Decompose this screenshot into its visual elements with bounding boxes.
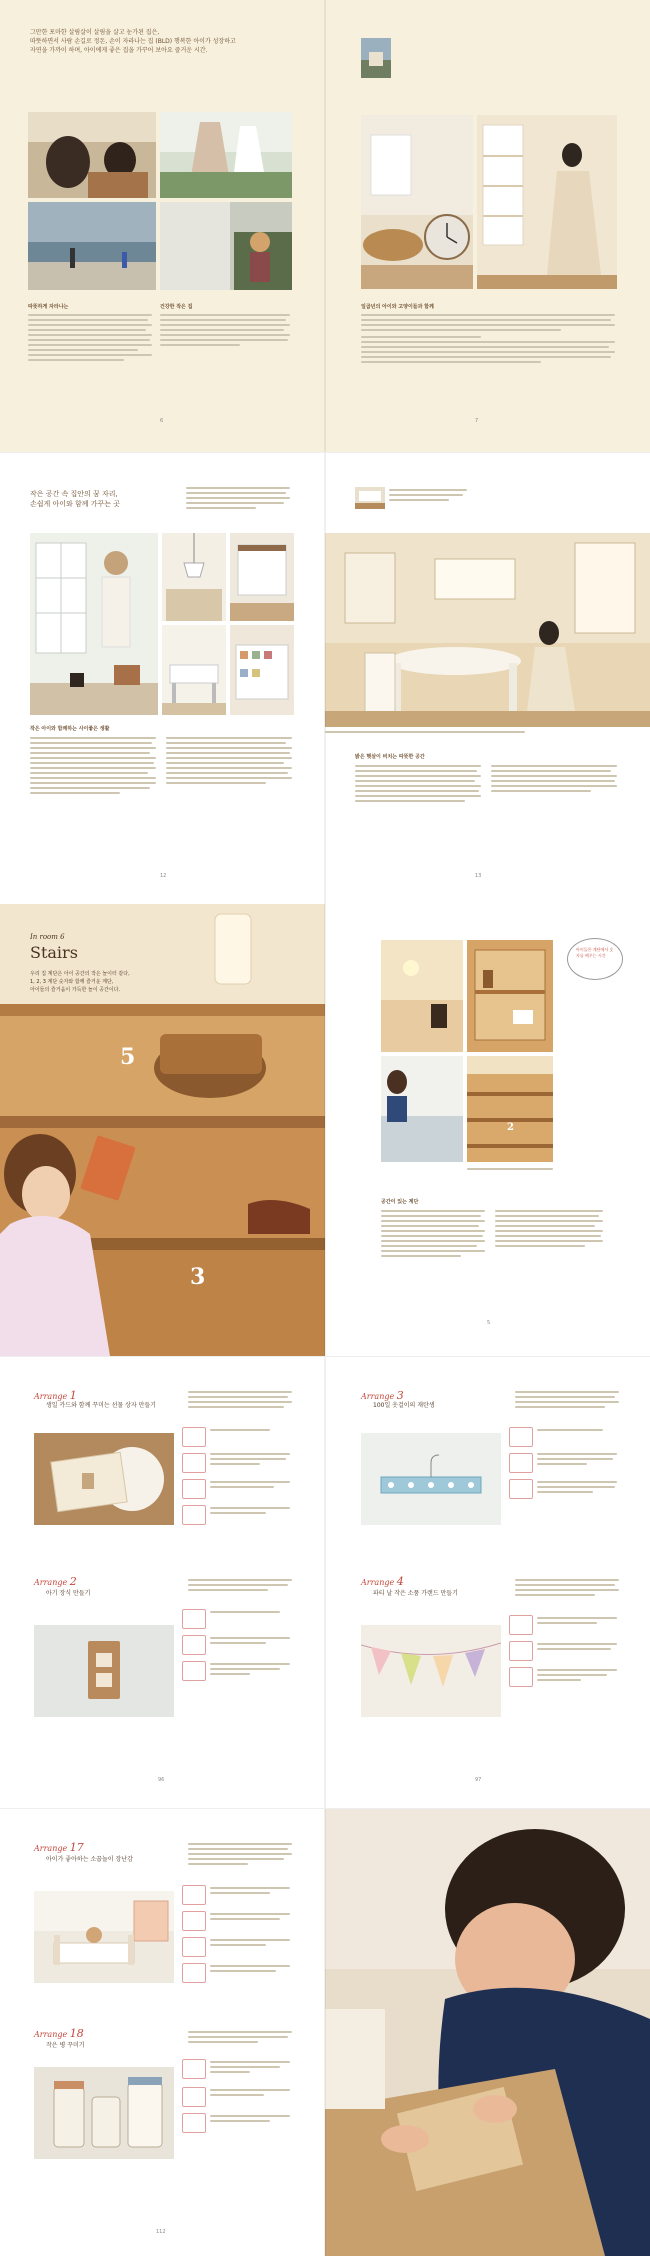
- photo-boy-rail: [381, 1056, 463, 1162]
- spread2-title: 작은 공간 속 집안의 꿈 자리, 손쉽게 아이와 함께 가꾸는 곳: [30, 490, 121, 508]
- body-text-col2: [495, 1210, 605, 1250]
- arrange-3-label: Arrange 3: [361, 1389, 404, 1402]
- page-13: [325, 453, 650, 905]
- photo-bench: [162, 625, 226, 715]
- photo-boy-crafting: [325, 1809, 650, 2256]
- photo-house-small: [361, 38, 391, 78]
- gutter: [324, 453, 326, 905]
- caption-middle: 건강한 작은 집: [160, 304, 193, 310]
- arrange-4-text: [515, 1579, 621, 1599]
- arrange-3-title: 100일 옷걸이의 재탄생: [373, 1402, 435, 1409]
- page-112: [0, 1809, 325, 2256]
- note-bubble: [567, 938, 623, 980]
- body-text-left: [28, 314, 154, 364]
- caption-left: 따뜻하게 자라나는: [28, 304, 69, 310]
- step-illustration: [509, 1667, 533, 1687]
- spread-4: [0, 1356, 650, 1809]
- photo-thumb: [355, 487, 385, 509]
- photo-hall-lamp: [162, 533, 226, 621]
- step-text: [210, 1453, 290, 1468]
- step-illustration: [182, 1963, 206, 1983]
- step-text: [537, 1429, 617, 1434]
- page-number-left: 6: [160, 418, 164, 424]
- photo-stair-bulb: [381, 940, 463, 1052]
- step-number-3: 3: [190, 1264, 206, 1290]
- page-number-left: 112: [156, 2229, 166, 2235]
- step-illustration: [509, 1427, 533, 1447]
- room-desc: 우리 집 계단은 아이 공간의 작은 놀이터 같다, 1, 2, 3 계단 숫자와 함께 즐거운 계단, 아이들의 즐거움이 가득한 놀이 공간이다.: [30, 971, 130, 993]
- caption-right: 공간이 있는 계단: [381, 1199, 419, 1205]
- step-illustration: [509, 1641, 533, 1661]
- photo-garden: [160, 202, 292, 290]
- photo-hanger: [361, 1433, 501, 1525]
- step-number-5: 5: [120, 1044, 136, 1070]
- gutter: [324, 904, 326, 1356]
- gutter: [324, 0, 326, 452]
- step-text: [210, 1637, 290, 1647]
- photo-shelves: [230, 625, 294, 715]
- page-number-right: 13: [475, 873, 482, 879]
- step-illustration: [182, 1609, 206, 1629]
- step-text: [537, 1453, 617, 1468]
- page-6: [0, 0, 325, 452]
- page-stairs-text: [325, 904, 650, 1356]
- step-text: [210, 2061, 290, 2076]
- step-illustration: [509, 1453, 533, 1473]
- photo-laundry-dress: [160, 112, 292, 198]
- arrange-2-text: [188, 1579, 294, 1594]
- step-illustration: [509, 1615, 533, 1635]
- photo-stairs-numbered: [467, 1056, 553, 1162]
- step-illustration: [182, 1635, 206, 1655]
- page-number-left: 12: [160, 873, 167, 879]
- photo-window: [230, 533, 294, 621]
- body-text-col1: [30, 737, 158, 797]
- gutter: [324, 1357, 326, 1809]
- body-text-col1: [381, 1210, 487, 1260]
- page-96: [0, 1357, 325, 1809]
- step-illustration: [182, 1453, 206, 1473]
- step-illustration: [182, 1479, 206, 1499]
- spread-5: [0, 1808, 650, 2256]
- step-text: [210, 2115, 290, 2125]
- page-7: [325, 0, 650, 452]
- step-illustration: [182, 2113, 206, 2133]
- photo-entry-door: [30, 533, 158, 715]
- spread-3: [0, 904, 650, 1356]
- caption-right: 일곱년의 아이와 고양이들과 함께: [361, 304, 434, 310]
- step-text: [537, 1643, 617, 1653]
- bubble-note: 아이들은 계단에서 숫자를 배우는 시간: [576, 947, 614, 958]
- photo-gift-box: [34, 1433, 174, 1525]
- spread-2: [0, 452, 650, 905]
- photo-switch-plate: [34, 1625, 174, 1717]
- step-text: [210, 1965, 290, 1975]
- photo-jars: [34, 2067, 174, 2159]
- arrange-18-title: 작은 병 꾸미기: [46, 2042, 85, 2049]
- caption-bottom-left: 작은 아이와 함께하는 사이좋은 생활: [30, 726, 110, 732]
- arrange-17-title: 아이가 좋아하는 소꿉놀이 장난감: [46, 1856, 133, 1863]
- step-number-2: 2: [507, 1122, 514, 1133]
- photo-dining-room: [325, 533, 650, 727]
- step-text: [210, 1507, 290, 1517]
- arrange-2-label: Arrange 2: [34, 1575, 77, 1588]
- body-text-middle: [160, 314, 292, 349]
- arrange-1-label: Arrange 1: [34, 1389, 77, 1402]
- photo-caption-line: [325, 731, 525, 736]
- page-97: [325, 1357, 650, 1809]
- step-text: [210, 1939, 290, 1949]
- step-illustration: [182, 1661, 206, 1681]
- step-text: [210, 1429, 290, 1434]
- body-text-col2: [166, 737, 294, 787]
- page-boy-photo: [325, 1809, 650, 2256]
- photo-caption-line: [467, 1168, 553, 1173]
- step-illustration: [182, 1427, 206, 1447]
- step-text: [537, 1617, 617, 1627]
- page-number-right: 7: [475, 418, 479, 424]
- arrange-18-label: Arrange 18: [34, 2027, 84, 2040]
- step-text: [210, 1913, 290, 1923]
- step-illustration: [182, 1505, 206, 1525]
- arrange-17-label: Arrange 17: [34, 1841, 84, 1854]
- photo-mother-child: [28, 112, 156, 198]
- step-illustration: [182, 1911, 206, 1931]
- arrange-1-text: [188, 1391, 294, 1411]
- step-text: [537, 1669, 617, 1684]
- gutter: [324, 1809, 326, 2256]
- arrange-17-text: [188, 1843, 294, 1868]
- photo-living-room: [361, 115, 473, 289]
- photo-garland: [361, 1625, 501, 1717]
- intro-text: [186, 487, 292, 512]
- photo-toy-bed: [34, 1891, 174, 1983]
- body-text-col3: [355, 765, 483, 805]
- arrange-4-title: 파티 날 작은 소품 가랜드 만들기: [373, 1590, 458, 1597]
- step-illustration: [509, 1479, 533, 1499]
- intro-handwritten: 그만한 포마한 살림살이 살림을 살고 눈가된 집은, 따뜻하면서 사람 손길로 정돈, 손이 자라나는 집 (BLD) 행복한 아이가 성장하고 자연을 가까이 하며, 아이에게 좋은 집을 가꾸어 보아요 즐거운 시간.: [30, 29, 236, 54]
- step-illustration: [182, 2087, 206, 2107]
- arrange-18-text: [188, 2031, 294, 2046]
- room-title: Stairs: [30, 943, 78, 962]
- thumb-caption: [389, 489, 469, 504]
- arrange-4-label: Arrange 4: [361, 1575, 404, 1588]
- photo-woman-shelf: [477, 115, 617, 289]
- page-number-right: 97: [475, 1777, 482, 1783]
- body-text-right: [361, 314, 617, 366]
- page-number-left: 96: [158, 1777, 165, 1783]
- photo-beach: [28, 202, 156, 290]
- arrange-2-title: 아기 장식 만들기: [46, 1590, 91, 1597]
- caption-right: 밝은 햇살이 비치는 따뜻한 공간: [355, 754, 425, 760]
- step-text: [537, 1481, 617, 1496]
- step-text: [210, 1887, 290, 1897]
- step-text: [210, 2089, 290, 2099]
- step-illustration: [182, 2059, 206, 2079]
- page-stairs-photo: [0, 904, 325, 1356]
- body-text-col4: [491, 765, 619, 795]
- step-text: [210, 1663, 290, 1678]
- arrange-3-text: [515, 1391, 621, 1411]
- arrange-1-title: 생일 카드와 함께 꾸미는 선물 상자 만들기: [46, 1402, 156, 1409]
- step-illustration: [182, 1937, 206, 1957]
- page-number-right: 5: [487, 1320, 491, 1326]
- spread-1: [0, 0, 650, 452]
- page-12: [0, 453, 325, 905]
- step-text: [210, 1481, 290, 1491]
- step-illustration: [182, 1885, 206, 1905]
- step-text: [210, 1611, 290, 1616]
- room-label: In room 6: [30, 933, 65, 941]
- photo-stair-shelf: [467, 940, 553, 1052]
